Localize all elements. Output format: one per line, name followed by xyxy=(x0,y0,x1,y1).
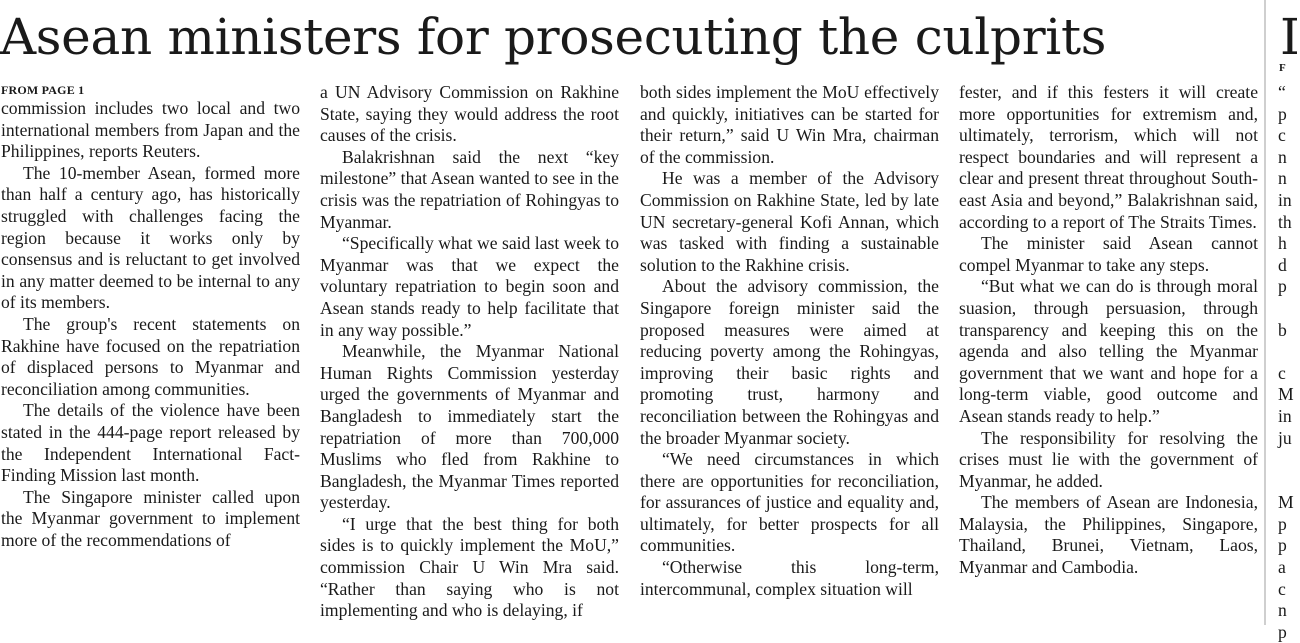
next-article-line: d xyxy=(1278,254,1287,275)
paragraph: The Singapore minister called upon the Myanmar government to implement more of the recommendations of xyxy=(1,486,300,550)
paragraph: The minister said Asean cannot compel Myanmar to take any steps. xyxy=(959,233,1258,275)
next-article-fragment xyxy=(1271,0,1300,642)
article-headline: Asean ministers for prosecuting the culprits xyxy=(0,8,1107,66)
next-article-text xyxy=(1278,82,1294,643)
next-article-line: M xyxy=(1278,384,1294,405)
article-column-3 xyxy=(640,82,939,625)
paragraph: “Otherwise this long-term, intercommunal, complex situation will xyxy=(640,557,939,599)
paragraph: The 10-member Asean, formed more than half a century ago, has historically struggled with challenges facing the region because it works only by consensus and is reluctant to get involved in any matter deemed to be internal to any of its members. xyxy=(1,162,300,313)
paragraph: The members of Asean are Indonesia, Malaysia, the Philippines, Singapore, Thailand, Brunei, Vietnam, Laos, Myanmar and Cambodia. xyxy=(959,492,1258,578)
next-article-line: h xyxy=(1278,233,1287,254)
next-article-line xyxy=(1278,298,1294,320)
paragraph: The responsibility for resolving the crises must lie with the government of Myanmar, he added. xyxy=(959,427,1258,491)
next-article-line: p xyxy=(1278,535,1287,556)
next-article-line: b xyxy=(1278,319,1287,340)
paragraph: Balakrishnan said the next “key milestone” that Asean wanted to see in the crisis was the repatriation of Rohingyas to Myanmar. xyxy=(320,146,619,232)
next-article-line: p xyxy=(1278,276,1287,297)
paragraph: Meanwhile, the Myanmar National Human Rights Commission yesterday urged the governments of Myanmar and Bangladesh to immediately start the repatriation of more than 700,000 Muslims who fled from Rakhine to Bangladesh, the Myanmar Times reported yesterday. xyxy=(320,341,619,513)
next-article-line xyxy=(1278,471,1294,493)
next-article-line: a xyxy=(1278,557,1286,578)
paragraph: He was a member of the Advisory Commission on Rakhine State, led by late UN secretary-general Kofi Annan, which was tasked with finding a sustainable solution to the Rakhine crisis. xyxy=(640,168,939,275)
paragraph: “I urge that the best thing for both sides is to quickly implement the MoU,” commission Chair U Win Mra said. “Rather than saying who is not implementing and who is delaying, if xyxy=(320,513,619,621)
next-article-headline: I xyxy=(1280,8,1300,66)
paragraph: both sides implement the MoU effectively and quickly, initiatives can be started for their return,” said U Win Mra, chairman of the commission. xyxy=(640,82,939,167)
paragraph: About the advisory commission, the Singapore foreign minister said the proposed measures were aimed at reducing poverty among the Rohingyas, improving their basic rights and promoting trust, harmony and reconciliation between the Rohingyas and the broader Myanmar society. xyxy=(640,276,939,448)
next-article-line xyxy=(1278,449,1294,471)
article-column-1 xyxy=(1,82,300,625)
paragraph: “We need circumstances in which there are opportunities for reconciliation, for assurances of justice and equality and, ultimately, for better prospects for all communities. xyxy=(640,449,939,556)
next-article-line: p xyxy=(1278,513,1287,534)
article-column-4 xyxy=(959,82,1258,625)
next-article-line: in xyxy=(1278,405,1292,426)
paragraph: fester, and if this festers it will create more opportunities for extremism and, ultimately, terrorism, which will not respect boundaries and will represent a clear and present threat throughout South-east Asia and beyond,” Balakrishnan said, according to a report of The Straits Times. xyxy=(959,82,1258,232)
article-column-2 xyxy=(320,82,619,625)
next-article-line: p xyxy=(1278,103,1287,124)
paragraph: “Specifically what we said last week to Myanmar was that we expect the voluntary repatriation to begin soon and Asean stands ready to help facilitate that in any way possible.” xyxy=(320,233,619,340)
paragraph: “But what we can do is through moral suasion, through persuasion, through transparency and keeping this on the agenda and also telling the Myanmar government that we want and hope for a long-term viable, good outcome and Asean stands ready to help.” xyxy=(959,276,1258,426)
next-article-line: c xyxy=(1278,125,1286,146)
next-article-from-label: F xyxy=(1279,62,1286,74)
next-article-line: n xyxy=(1278,146,1287,167)
paragraph: a UN Advisory Commission on Rakhine State, saying they would address the root causes of the crisis. xyxy=(320,82,619,146)
from-page-label: FROM PAGE 1 xyxy=(1,83,85,97)
next-article-line: in xyxy=(1278,189,1292,210)
paragraph: The details of the violence have been stated in the 444-page report released by the Independent International Fact-Finding Mission last month. xyxy=(1,400,300,486)
next-article-line: c xyxy=(1278,362,1286,383)
paragraph: commission includes two local and two international members from Japan and the Philippines, reports Reuters. xyxy=(1,98,300,162)
next-article-line: th xyxy=(1278,211,1292,232)
next-article-line xyxy=(1278,341,1294,363)
column-divider xyxy=(1264,0,1266,625)
next-article-line: ju xyxy=(1278,427,1292,448)
paragraph: The group's recent statements on Rakhine have focused on the repatriation of displaced persons to Myanmar and reconciliation among communities. xyxy=(1,313,300,399)
next-article-line: c xyxy=(1278,578,1286,599)
next-article-line: “ xyxy=(1278,82,1286,102)
next-article-line: p xyxy=(1278,621,1287,642)
next-article-line: M xyxy=(1278,492,1294,513)
next-article-line: n xyxy=(1278,600,1287,621)
next-article-line: n xyxy=(1278,168,1287,189)
